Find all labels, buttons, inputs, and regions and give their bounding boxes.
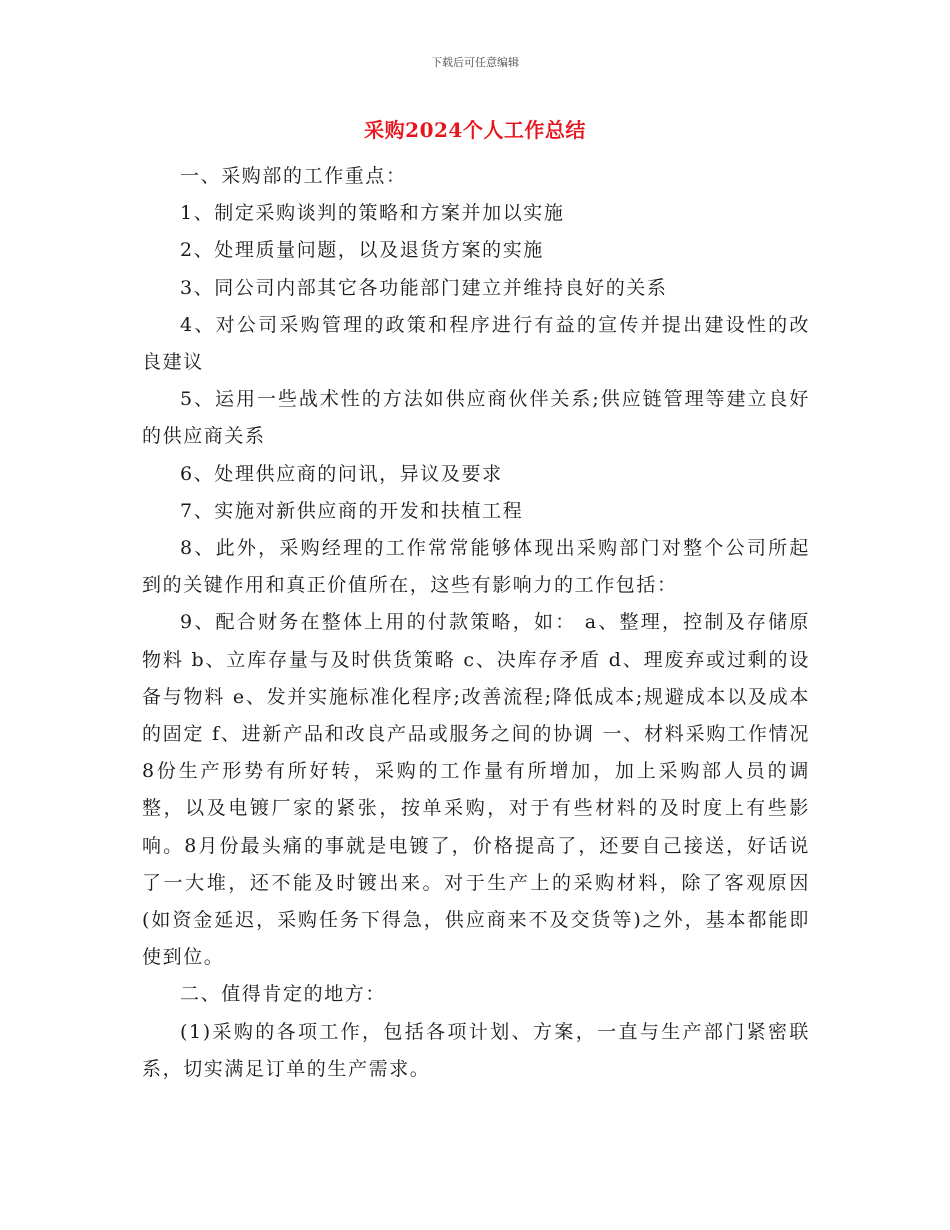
paragraph-item-1: 1、制定采购谈判的策略和方案并加以实施 xyxy=(180,202,565,225)
document-body xyxy=(142,158,810,1088)
paragraph-item-8: 8、此外，采购经理的工作常常能够体现出采购部门对整个公司所起到的关键作用和真正价值所在，这些有影响力的工作包括： xyxy=(142,537,810,597)
paragraph-item-5: 5、运用一些战术性的方法如供应商伙伴关系;供应链管理等建立良好的供应商关系 xyxy=(142,388,810,448)
document-title: 采购2024个人工作总结 xyxy=(364,118,586,142)
paragraph-section-2-item-1: (1)采购的各项工作，包括各项计划、方案，一直与生产部门紧密联系，切实满足订单的生产需求。 xyxy=(142,1020,810,1080)
paragraph-item-6: 6、处理供应商的问讯，异议及要求 xyxy=(180,462,503,485)
page-header: 下载后可任意编辑 xyxy=(431,56,519,69)
paragraph-item-2: 2、处理质量问题，以及退货方案的实施 xyxy=(180,239,544,262)
paragraph-item-3: 3、同公司内部其它各功能部门建立并维持良好的关系 xyxy=(180,276,668,299)
paragraph-item-4: 4、对公司采购管理的政策和程序进行有益的宣传并提出建设性的改良建议 xyxy=(142,313,810,374)
paragraph-section-1-heading: 一、采购部的工作重点： xyxy=(180,165,407,187)
paragraph-item-9: 9、配合财务在整体上用的付款策略，如： a、整理，控制及存储原物料 b、立库存量与及时供货策略 c、决库存矛盾 d、理废弃或过剩的设备与物料 e、发并实施标准化程序;改善流程;降低成本;规避成本以及成本的固定 f、进新产品和改良产品或服务之间的协调 一、材料采购工作情况 8份生产形势有所好转，采购的工作量有所增加，加上采购部人员的调整，以及电镀厂家的紧张，按单采购，对于有些材料的及时度上有些影响。8月份最头痛的事就是电镀了，价格提高了，还要自己接送，好话说了一大堆，还不能及时镀出来。对于生产上的采购材料，除了客观原因(如资金延迟，采购任务下得急，供应商来不及交货等)之外，基本都能即使到位。 xyxy=(142,611,810,969)
paragraph-section-2-heading: 二、值得肯定的地方： xyxy=(180,983,387,1006)
paragraph-item-7: 7、实施对新供应商的开发和扶植工程 xyxy=(180,499,524,522)
